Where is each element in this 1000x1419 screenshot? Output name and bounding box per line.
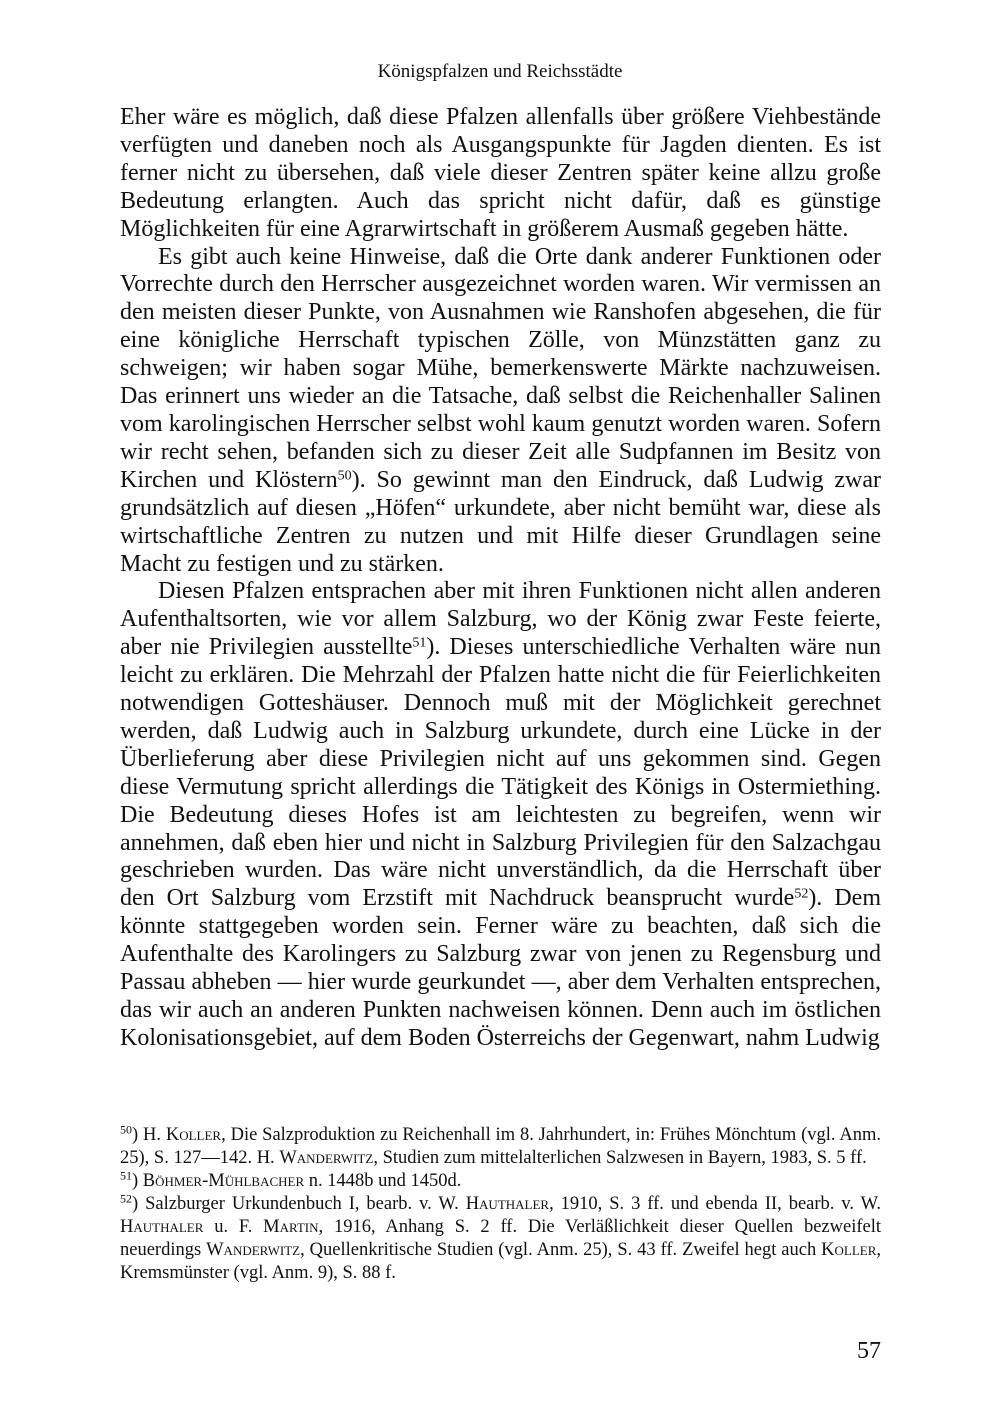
author-name: Hauthaler (120, 1217, 204, 1237)
paragraph-2-text-b: ). So gewinnt man den Eindruck, daß Ludwig zwar grundsätzlich auf diesen „Höfen“ urkundete, aber nicht bemüht war, diese als wirtschaftliche Zentren zu nutzen und mit Hilfe dieser Grundlagen seine Macht zu festigen und zu stärken. (120, 466, 882, 577)
paragraph-3-text-c: ). Dem könnte stattgegeben worden sein. Ferner wäre zu beachten, daß sich die Aufenthalte des Karolingers zu Salzburg zwar von jenen zu Regensburg und Passau abheben — hier wurde geurkundet —, aber dem Verhalten entsprechen, das wir auch an anderen Punkten nachweisen können. Denn auch im östlichen Kolonisationsgebiet, auf dem Boden Österreichs der Gegenwart, nahm Ludwig (120, 885, 881, 1051)
author-name: Koller (821, 1240, 877, 1260)
author-name: Wanderwitz (279, 1148, 374, 1168)
footnote-text: , Die Salzproduktion zu Reichenhall im 8. Jahrhundert, in: Frühes Mönchtum (vgl. Anm. 25), S. 127—142. H. (120, 1125, 881, 1168)
paragraph-3-text-a: Diesen Pfalzen entsprachen aber mit ihren Funktionen nicht allen anderen Aufenthaltsorten, wie vor allem Salzburg, wo der König zwar Feste feierte, aber nie Privilegien ausstellte (120, 578, 881, 661)
footnote-text: ) Salzburger Urkundenbuch I, bearb. v. W. (132, 1194, 466, 1214)
running-head: Königspfalzen und Reichsstädte (377, 61, 623, 82)
footnote-text: , 1916, Anhang S. 2 ff. Die Verläßlichkeit dieser Quellen bezweifelt neuerdings (120, 1217, 881, 1260)
footnote-51 (120, 1170, 881, 1193)
footnote-number: 51 (120, 1168, 132, 1183)
main-text (120, 104, 881, 1053)
paragraph-2 (120, 244, 881, 579)
footnote-text: ) (132, 1171, 143, 1191)
author-name: Martin (263, 1217, 319, 1237)
author-name: Böhmer-Mühlbacher (142, 1171, 305, 1191)
paragraph-3 (120, 578, 881, 1052)
paragraph-2-text-a: Es gibt auch keine Hinweise, daß die Orte dank anderer Funktionen oder Vorrechte durch den Herrscher ausgezeichnet worden waren. Wir vermissen an den meisten dieser Punkte, von Ausnahmen wie Ranshofen abgesehen, die für eine königliche Herrschaft typischen Zölle, von Münzstätten ganz zu schweigen; wir haben sogar Mühe, bemerkenswerte Märkte nachzuweisen. Das erinnert uns wieder an die Tatsache, daß selbst die Reichenhaller Salinen vom karolingischen Herrscher selbst wohl kaum genutzt worden waren. Sofern wir recht sehen, befanden sich zu dieser Zeit alle Sudpfannen im Besitz von Kirchen und Klöstern (120, 243, 881, 493)
footnote-text: , 1910, S. 3 ff. und ebenda II, bearb. v. W. (549, 1194, 882, 1214)
author-name: Hauthaler (465, 1194, 550, 1214)
author-name: Wanderwitz (206, 1240, 301, 1260)
footnote-ref-52[interactable]: 52 (794, 886, 809, 902)
footnote-text: , Studien zum mittelalterlichen Salzwesen in Bayern, 1983, S. 5 ff. (373, 1148, 867, 1168)
paragraph-1-text: Eher wäre es möglich, daß diese Pfalzen allenfalls über größere Viehbestände verfügten und daneben noch als Ausgangspunkte für Jagden dienten. Es ist ferner nicht zu übersehen, daß viele dieser Zentren später keine allzu große Bedeutung erlangten. Auch das spricht nicht dafür, daß es günstige Möglichkeiten für eine Agrarwirtschaft in größerem Ausmaß gegeben hätte. (120, 104, 881, 242)
footnotes (120, 1124, 881, 1285)
footnote-text: n. 1448b und 1450d. (304, 1171, 462, 1191)
footnote-ref-51[interactable]: 51 (412, 635, 427, 651)
footnote-52 (120, 1193, 881, 1285)
paragraph-3-text-b: ). Dieses unterschiedliche Verhalten wäre nun leicht zu erklären. Die Mehrzahl der Pfalzen hatte nicht die für Feierlichkeiten notwendigen Gotteshäuser. Dennoch muß mit der Möglichkeit gerechnet werden, daß Ludwig auch in Salzburg urkundete, durch eine Lücke in der Überlieferung aber diese Privilegien nicht auf uns gekommen sind. Gegen diese Vermutung spricht allerdings die Tätigkeit des Königs in Ostermiething. Die Bedeutung dieses Hofes ist am leichtesten zu begreifen, wenn wir annehmen, daß eben hier und nicht in Salzburg Privilegien für den Salzachgau geschrieben wurden. Das wäre nicht unverständlich, da die Herrschaft über den Ort Salzburg vom Erzstift mit Nachdruck beansprucht wurde (120, 634, 881, 912)
footnote-ref-50[interactable]: 50 (337, 468, 352, 484)
author-name: Koller (165, 1125, 222, 1145)
footnote-number: 50 (120, 1122, 132, 1137)
footnote-text: u. F. (203, 1217, 264, 1237)
page-number: 57 (857, 1338, 881, 1364)
paragraph-1 (120, 104, 881, 244)
footnote-number: 52 (120, 1191, 132, 1206)
footnote-text: ) H. (132, 1125, 166, 1145)
footnote-text: , Quellenkritische Studien (vgl. Anm. 25), S. 43 ff. Zweifel hegt auch (300, 1240, 822, 1260)
footnote-text: , Kremsmünster (vgl. Anm. 9), S. 88 f. (120, 1240, 881, 1283)
footnote-50 (120, 1124, 881, 1170)
